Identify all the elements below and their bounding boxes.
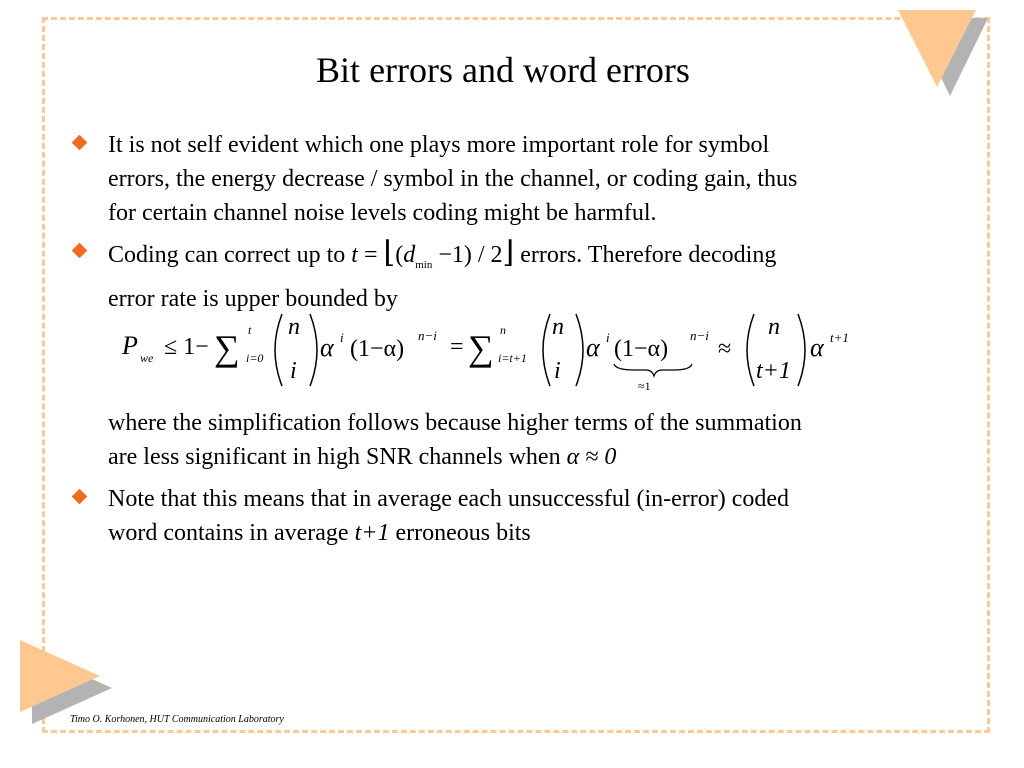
- underbrace: [614, 364, 692, 376]
- binom2-n: n: [552, 314, 564, 340]
- alpha-2: α: [586, 333, 600, 362]
- binom3-n: n: [768, 314, 780, 340]
- alpha-1: α: [320, 333, 334, 362]
- one-minus-alpha-2: (1−α): [614, 336, 669, 362]
- formula-le: ≤ 1−: [164, 334, 209, 360]
- slide-title: Bit errors and word errors: [316, 50, 690, 90]
- formula-sum1-up: t: [248, 323, 252, 337]
- bullet-3-line-2: word contains in average t+1 erroneous bits: [108, 520, 531, 546]
- formula-we: we: [140, 351, 154, 365]
- decor-triangle-left: [20, 640, 100, 712]
- t-formula: $t = ⌊(d_{min} -1)$ / 2⌋: [351, 236, 515, 271]
- bullet-2-line-2: error rate is upper bounded by: [108, 285, 398, 312]
- formula-sum2-low: i=t+1: [498, 351, 527, 365]
- approx-one: ≈1: [638, 379, 651, 393]
- bullet-2-pre: Coding can correct up to: [108, 242, 346, 268]
- bullet-3-line-1: Note that this means that in average each unsuccessful (in-error) coded: [108, 486, 790, 512]
- paren-right: [310, 314, 317, 386]
- where-line-1: where the simplification follows because higher terms of the summation: [108, 410, 802, 436]
- exp-ni-2: n−i: [690, 328, 709, 343]
- where-line-2: are less significant in high SNR channels when α ≈ 0: [108, 444, 617, 470]
- bullet-2-post: errors. Therefore decoding: [520, 242, 777, 268]
- error-bound-formula: [118, 300, 878, 400]
- formula-sum-1: ∑: [214, 328, 240, 368]
- bullet-1-line-3: for certain channel noise levels coding might be harmful.: [108, 200, 657, 226]
- formula-sum-2: ∑: [468, 328, 494, 368]
- bullet-1-line-2: errors, the energy decrease / symbol in the channel, or coding gain, thus: [108, 166, 798, 192]
- binom1-n: n: [288, 314, 300, 340]
- binom1-i: i: [290, 358, 297, 384]
- alpha-2-exp: i: [606, 330, 610, 345]
- alpha-condition: α ≈ 0: [566, 444, 617, 470]
- paren-left: [275, 314, 282, 386]
- one-minus-alpha-1: (1−α): [350, 336, 405, 362]
- exp-ni-1: n−i: [418, 328, 437, 343]
- where-block: [108, 406, 948, 474]
- equals: =: [450, 334, 464, 360]
- approx: ≈: [718, 336, 732, 362]
- alpha-1-exp: i: [340, 330, 344, 345]
- formula-sum2-up: n: [500, 323, 506, 337]
- formula-sum1-low: i=0: [246, 351, 264, 365]
- footer-credit: Timo O. Korhonen, HUT Communication Laboratory: [70, 714, 284, 725]
- bullet-2-line-1: [108, 236, 948, 282]
- alpha-3: α: [810, 333, 824, 362]
- formula-P: P: [122, 331, 138, 360]
- binom3-t1: t+1: [756, 358, 791, 384]
- binom2-i: i: [554, 358, 561, 384]
- alpha-3-exp: t+1: [830, 330, 849, 345]
- bullet-1-line-1: It is not self evident which one plays more important role for symbol: [108, 132, 770, 158]
